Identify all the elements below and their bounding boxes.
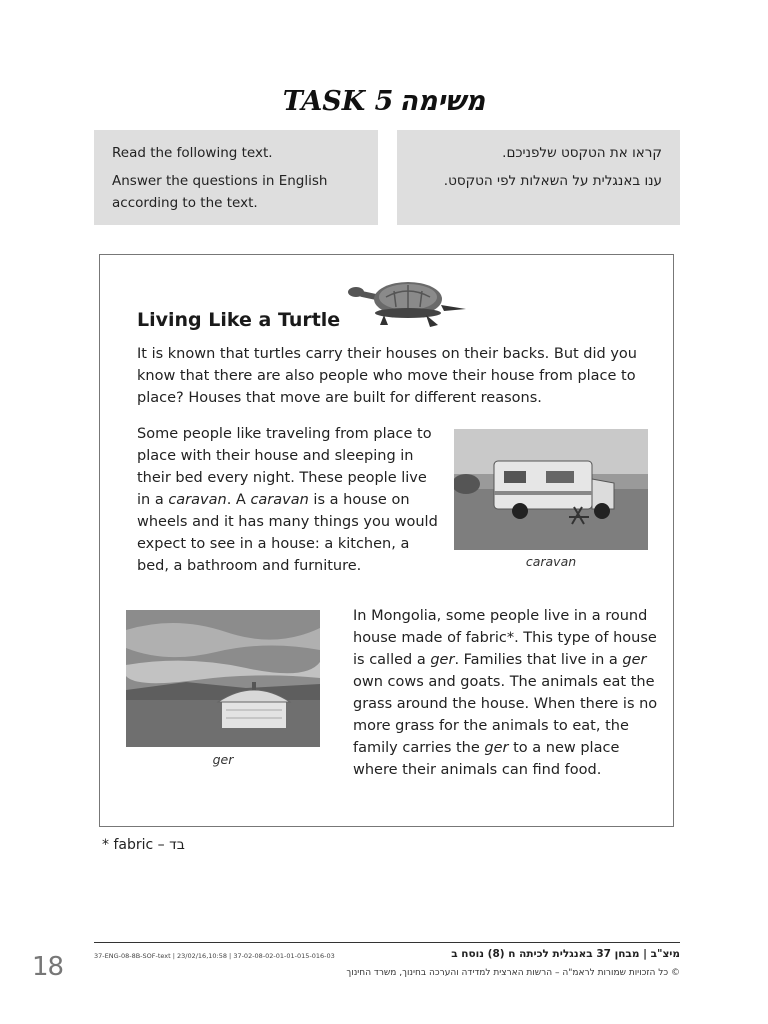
- instruction-answer: Answer the questions in English according to the text.: [112, 173, 328, 211]
- footer-exam-line: מיצ"ב | מבחן 37 באנגלית לכיתה ח (8) נוסח ב: [451, 948, 680, 960]
- instructions-hebrew: [397, 130, 680, 225]
- footer-document-code: 37-ENG-08-8B-SOF-text | 23/02/16,10:58 | 37-02-08-02-01-01-015-016-03: [94, 952, 335, 960]
- task-title-hebrew: משימה: [399, 86, 486, 117]
- paragraph-caravan: Some people like traveling from place to place with their house and sleeping in their bed every night. These people live in a caravan. A caravan is a house on wheels and it has many things you would expect to see in a house: a kitchen, a bed, a bathroom and furniture.: [137, 426, 438, 574]
- paragraph-ger: In Mongolia, some people live in a round house made of fabric*. This type of house is called a ger. Families that live in a ger own cows and goats. The animals eat the grass around the house. When there is no more grass for the animals to eat, the family carries the ger to a new place where their animals can find food.: [353, 608, 658, 778]
- footer-copyright: © כל הזכויות שמורות לראמ"ה – הרשות הארצית למדידה והערכה בחינוך, משרד החינוך: [346, 968, 680, 978]
- term-ger: ger: [484, 740, 509, 756]
- term-ger: ger: [430, 652, 455, 668]
- task-title-english: TASK 5: [282, 86, 394, 117]
- ger-photo: [126, 610, 320, 747]
- instructions-english: [94, 130, 378, 225]
- footer-divider: [94, 942, 680, 943]
- turtle-illustration: [346, 277, 470, 329]
- instruction-answer-hebrew: ענו באנגלית על השאלות לפי הטקסט.: [443, 173, 662, 189]
- term-caravan: caravan: [168, 492, 227, 508]
- instruction-read: Read the following text.: [112, 145, 273, 161]
- paragraph-intro: It is known that turtles carry their houses on their backs. But did you know that there are also people who move their house from place to place? Houses that move are built for different reasons.: [137, 346, 637, 406]
- term-ger: ger: [622, 652, 647, 668]
- task-title: [0, 86, 768, 117]
- page-number: 18: [32, 952, 64, 982]
- footnote-fabric: * fabric – בד: [102, 837, 185, 853]
- term-caravan: caravan: [250, 492, 309, 508]
- caravan-photo: [454, 429, 648, 550]
- ger-caption: ger: [212, 752, 234, 767]
- article-title: Living Like a Turtle: [137, 309, 341, 331]
- caravan-caption: caravan: [525, 554, 577, 569]
- instruction-read-hebrew: קראו את הטקסט שלפניכם.: [502, 145, 662, 161]
